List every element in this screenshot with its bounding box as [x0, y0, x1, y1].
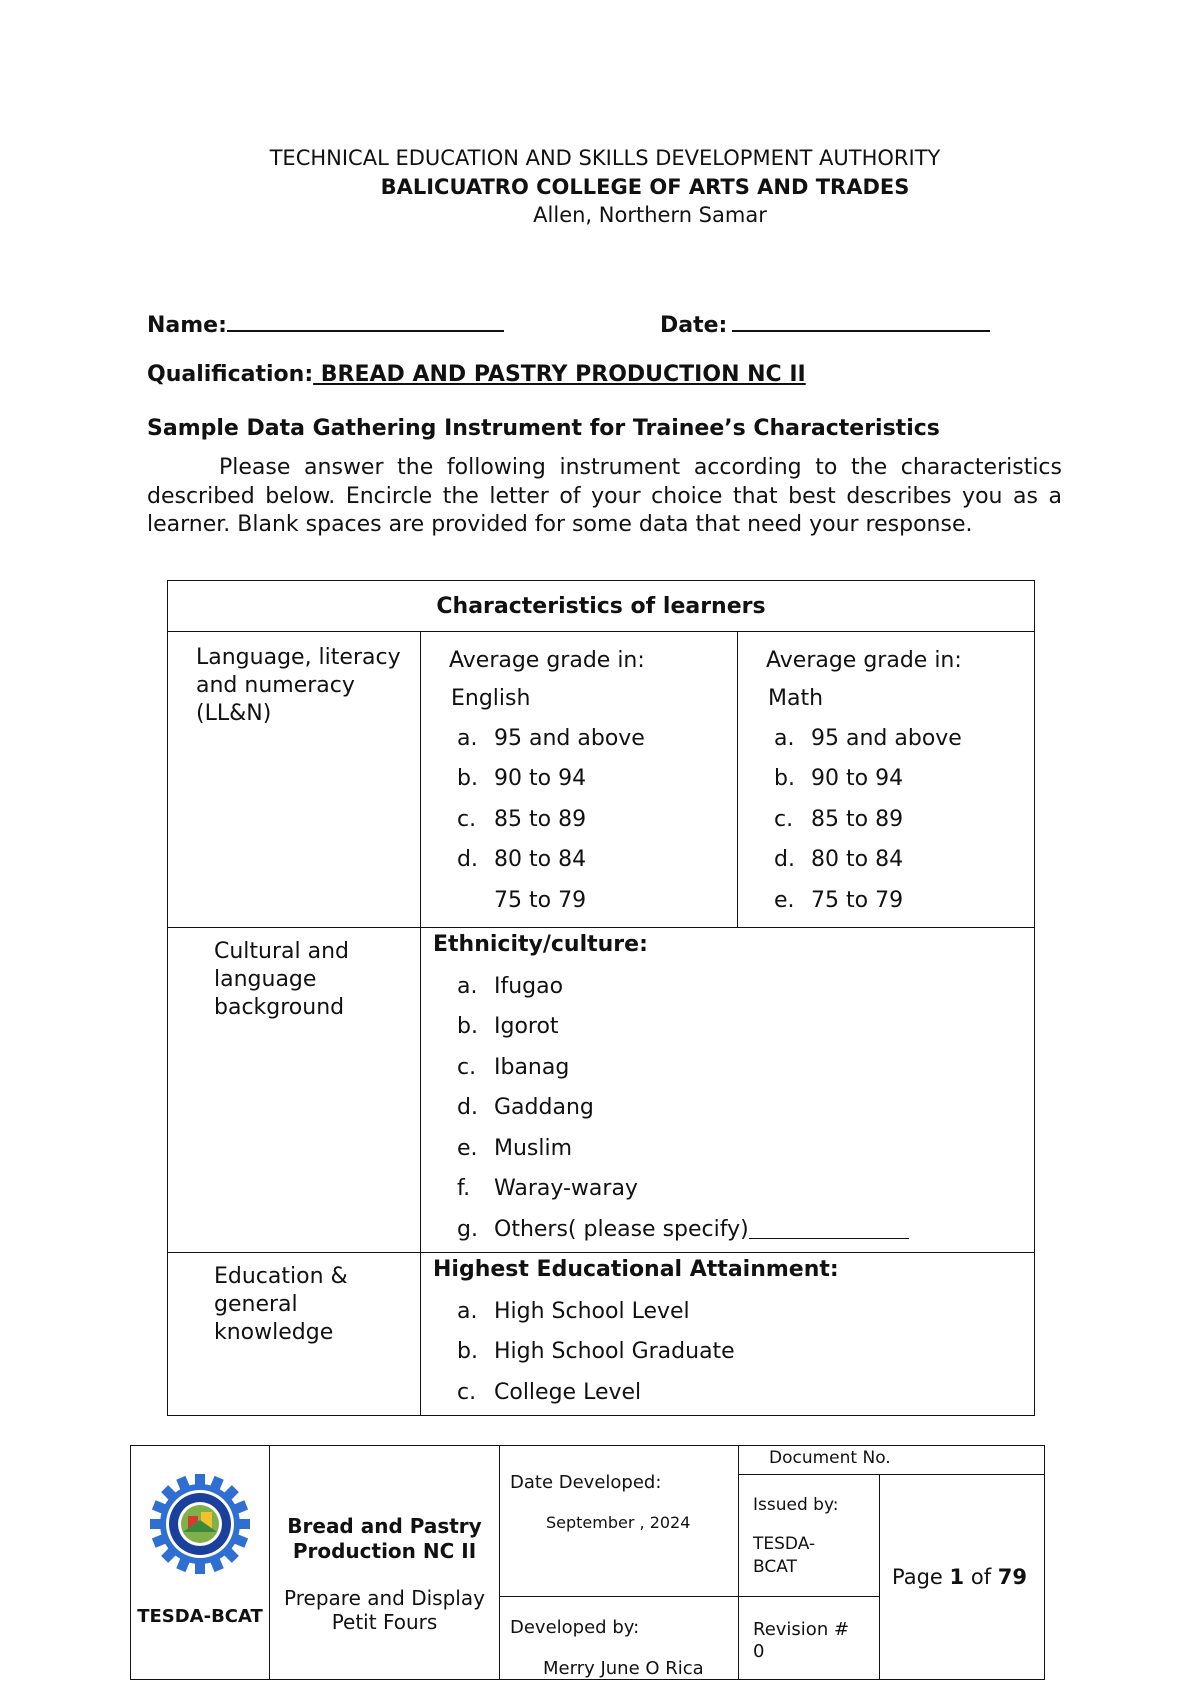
option-letter: f. [457, 1176, 471, 1202]
math-cell [738, 632, 1035, 928]
qualification-label: Qualification: [147, 362, 314, 387]
tesda-bcat-logo-icon [148, 1472, 252, 1576]
footer-date-cell [500, 1446, 739, 1597]
option-letter: d. [457, 847, 478, 873]
document-no-label: Document No. [769, 1448, 891, 1468]
option-letter: d. [457, 1095, 478, 1121]
option-text: Muslim [494, 1135, 573, 1161]
education-cell [421, 1253, 1035, 1416]
page-prefix: Page [892, 1565, 943, 1589]
revision-value: 0 [753, 1641, 765, 1662]
english-options [421, 718, 737, 921]
document-footer [130, 1445, 1045, 1680]
page-number [880, 1565, 1044, 1589]
option-item[interactable] [738, 759, 1034, 800]
option-item[interactable] [421, 840, 737, 881]
option-text: 75 to 79 [811, 887, 904, 913]
option-text: 90 to 94 [811, 766, 904, 792]
date-blank[interactable] [732, 310, 990, 332]
option-letter: a. [457, 725, 478, 751]
option-text: College Level [494, 1379, 642, 1405]
education-options [421, 1291, 1034, 1413]
option-item[interactable] [421, 1169, 1034, 1210]
option-item[interactable] [421, 1047, 1034, 1088]
option-item[interactable] [421, 1088, 1034, 1129]
date-developed-value: September , 2024 [546, 1513, 691, 1532]
footer-logo-cell [131, 1446, 270, 1680]
option-letter: c. [774, 806, 794, 832]
developer-name: Merry June O Rica [543, 1658, 704, 1679]
culture-options [421, 966, 1034, 1250]
table-heading: Characteristics of learners [168, 581, 1035, 632]
name-label: Name: [147, 313, 227, 338]
culture-cell [421, 928, 1035, 1253]
qualification-row [147, 362, 806, 387]
issued-by-cell [739, 1475, 880, 1597]
option-text: Ifugao [494, 973, 564, 999]
page-current: 1 [949, 1565, 965, 1589]
option-text: 85 to 89 [811, 806, 904, 832]
option-letter: b. [457, 1014, 478, 1040]
option-letter: e. [457, 1135, 478, 1161]
option-text: Gaddang [494, 1095, 594, 1121]
english-cell [421, 632, 738, 928]
option-item[interactable] [421, 1372, 1034, 1413]
option-item[interactable] [738, 799, 1034, 840]
option-letter: a. [457, 1298, 478, 1324]
option-text: High School Level [494, 1298, 690, 1324]
revision-label: Revision # [753, 1619, 850, 1640]
option-letter: b. [774, 766, 795, 792]
option-letter: e. [774, 887, 795, 913]
option-item[interactable] [421, 1128, 1034, 1169]
math-title: Average grade in: [766, 648, 962, 673]
option-text: 80 to 84 [811, 847, 904, 873]
option-text: 95 and above [494, 725, 645, 751]
option-item[interactable] [421, 1332, 1034, 1373]
option-text: 95 and above [811, 725, 962, 751]
education-title: Highest Educational Attainment: [433, 1257, 839, 1282]
education-label: Education & general knowledge [214, 1264, 348, 1345]
name-field [147, 310, 504, 338]
page-number-cell [880, 1475, 1045, 1680]
option-item[interactable] [421, 880, 737, 921]
option-item[interactable] [421, 966, 1034, 1007]
option-item[interactable] [738, 718, 1034, 759]
page-total: 79 [997, 1565, 1028, 1589]
option-item[interactable] [421, 1209, 1034, 1250]
page-of: of [970, 1565, 992, 1589]
qualification-value: BREAD AND PASTRY PRODUCTION NC II [313, 362, 806, 387]
college-location: Allen, Northern Samar [533, 203, 767, 227]
option-item[interactable] [421, 759, 737, 800]
lln-label: Language, literacy and numeracy (LL&N) [196, 645, 401, 726]
option-text: 90 to 94 [494, 766, 587, 792]
math-options [738, 718, 1034, 921]
instructions-paragraph [147, 454, 1062, 540]
option-item[interactable] [738, 840, 1034, 881]
college-heading: BALICUATRO COLLEGE OF ARTS AND TRADES [380, 175, 910, 199]
culture-label-cell [168, 928, 421, 1253]
option-text: 75 to 79 [494, 887, 587, 913]
date-developed-label: Date Developed: [510, 1472, 662, 1493]
english-subject: English [451, 686, 531, 711]
option-letter: b. [457, 766, 478, 792]
english-title: Average grade in: [449, 648, 645, 673]
footer-module: Prepare and Display Petit Fours [284, 1586, 485, 1634]
developed-by-label: Developed by: [510, 1617, 640, 1638]
option-letter: c. [457, 1379, 477, 1405]
math-subject: Math [768, 686, 824, 711]
specify-blank[interactable] [749, 1220, 909, 1239]
culture-title: Ethnicity/culture: [433, 932, 648, 957]
option-item[interactable] [421, 718, 737, 759]
option-letter: g. [457, 1216, 478, 1242]
option-letter: d. [774, 847, 795, 873]
revision-cell [739, 1597, 880, 1680]
culture-label: Cultural and language background [214, 939, 350, 1020]
document-no-cell [739, 1446, 1045, 1475]
issuer: TESDA-BCAT [753, 1534, 816, 1577]
option-text: 80 to 84 [494, 847, 587, 873]
option-text: High School Graduate [494, 1339, 735, 1365]
option-letter: a. [774, 725, 795, 751]
lln-label-cell [168, 632, 421, 928]
instructions-text: Please answer the following instrument according to the characteristics described below. Encircle the letter of your choice that best describes you as a learner. Blank spaces are provided for some data that need your response. [147, 455, 1062, 537]
footer-course: Bread and Pastry Production NC II [287, 1514, 482, 1563]
option-letter: b. [457, 1339, 478, 1365]
footer-org: TESDA-BCAT [137, 1606, 263, 1627]
option-letter: c. [457, 806, 477, 832]
name-blank[interactable] [227, 310, 504, 332]
option-letter: a. [457, 973, 478, 999]
option-item[interactable] [421, 1291, 1034, 1332]
footer-course-cell [270, 1446, 500, 1680]
option-text: Ibanag [494, 1054, 570, 1080]
option-text: Others( please specify) [494, 1216, 749, 1242]
instrument-title: Sample Data Gathering Instrument for Trainee’s Characteristics [147, 416, 940, 441]
authority-heading: TECHNICAL EDUCATION AND SKILLS DEVELOPMENT AUTHORITY [269, 146, 941, 170]
option-text: Igorot [494, 1014, 559, 1040]
option-item[interactable] [738, 880, 1034, 921]
learner-characteristics-table [167, 580, 1035, 1416]
option-item[interactable] [421, 1007, 1034, 1048]
education-label-cell [168, 1253, 421, 1416]
option-letter: c. [457, 1054, 477, 1080]
date-label: Date: [660, 313, 728, 338]
option-text: Waray-waray [494, 1176, 638, 1202]
date-field [660, 310, 990, 338]
developed-by-cell [500, 1597, 739, 1680]
issued-by-label: Issued by: [753, 1495, 839, 1515]
option-item[interactable] [421, 799, 737, 840]
option-text: 85 to 89 [494, 806, 587, 832]
